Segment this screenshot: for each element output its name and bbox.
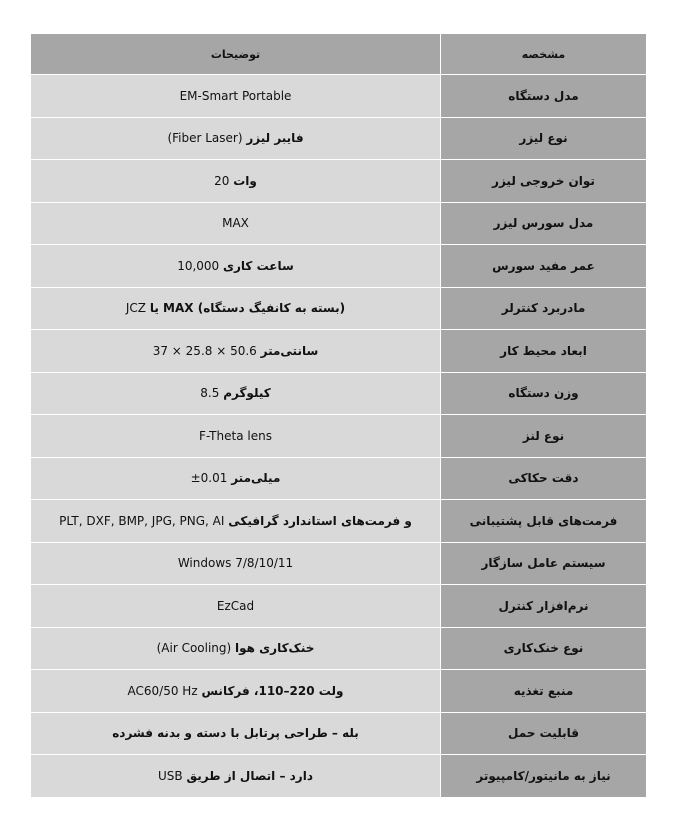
spec-value-plain: ±0.01: [190, 471, 228, 486]
spec-value-plain: F-Theta lens: [199, 428, 272, 443]
spec-value-plain: AC60/50 Hz: [127, 683, 198, 698]
spec-value: [31, 117, 441, 160]
spec-value-bold: و فرمت‌های استاندارد گرافیکی: [228, 513, 412, 528]
table-row: [31, 287, 647, 330]
spec-value-bold: خنک‌کاری هوا: [235, 641, 315, 656]
spec-label: فرمت‌های قابل پشتیبانی: [441, 500, 647, 543]
spec-table-body: [31, 34, 647, 798]
spec-value-plain: JCZ: [125, 301, 147, 316]
spec-value: [31, 160, 441, 203]
table-row: [31, 75, 647, 118]
spec-value: [31, 245, 441, 288]
spec-value-bold: بله – طراحی پرتابل با دسته و بدنه فشرده: [112, 726, 359, 741]
spec-value: [31, 330, 441, 373]
spec-value-bold: سانتی‌متر: [260, 343, 319, 358]
spec-label: ابعاد محیط کار: [441, 330, 647, 373]
spec-value-bold: کیلوگرم: [223, 386, 271, 401]
spec-value-plain: EzCad: [216, 598, 255, 613]
table-row: [31, 542, 647, 585]
spec-value-plain: (Fiber Laser): [167, 131, 243, 146]
spec-value: [31, 415, 441, 458]
spec-value-plain: MAX: [222, 216, 249, 231]
table-row: [31, 160, 647, 203]
table-row: [31, 755, 647, 798]
spec-value: [31, 202, 441, 245]
spec-value: [31, 457, 441, 500]
table-row: [31, 245, 647, 288]
spec-label: عمر مفید سورس: [441, 245, 647, 288]
spec-value: [31, 627, 441, 670]
spec-value-plain: USB: [158, 768, 183, 783]
spec-value-plain: 37 × 25.8 × 50.6: [152, 343, 257, 358]
spec-value: [31, 755, 441, 798]
spec-value-plain: 20: [214, 173, 230, 188]
spec-label: مدل سورس لیزر: [441, 202, 647, 245]
spec-value: [31, 75, 441, 118]
spec-label: دقت حکاکی: [441, 457, 647, 500]
spec-label: سیستم عامل سازگار: [441, 542, 647, 585]
spec-label: مادربرد کنترلر: [441, 287, 647, 330]
spec-value: [31, 712, 441, 755]
spec-label: وزن دستگاه: [441, 372, 647, 415]
spec-value-bold: میلی‌متر: [231, 471, 281, 486]
table-row: [31, 627, 647, 670]
spec-value-bold: ساعت کاری: [223, 258, 294, 273]
spec-value-bold: فایبر لیزر: [246, 131, 304, 146]
spec-value-plain: 8.5: [200, 386, 220, 401]
table-row: [31, 585, 647, 628]
table-row: [31, 415, 647, 458]
spec-table: [30, 33, 647, 798]
header-value-col: توضیحات: [31, 34, 441, 75]
spec-value-bold: وات: [233, 173, 257, 188]
spec-value-plain: PLT, DXF, BMP, JPG, PNG, AI: [59, 513, 225, 528]
spec-value-bold: (بسته به کانفیگ دستگاه) MAX یا: [149, 301, 346, 316]
table-row: [31, 117, 647, 160]
spec-label: منبع تغذیه: [441, 670, 647, 713]
spec-label: نوع لیزر: [441, 117, 647, 160]
spec-value: [31, 500, 441, 543]
spec-value: [31, 670, 441, 713]
spec-value-plain: (Air Cooling): [156, 641, 232, 656]
table-row: [31, 500, 647, 543]
table-row: [31, 670, 647, 713]
spec-label: نرم‌افزار کنترل: [441, 585, 647, 628]
spec-label: قابلیت حمل: [441, 712, 647, 755]
spec-value: [31, 542, 441, 585]
spec-value: [31, 372, 441, 415]
spec-label: نوع خنک‌کاری: [441, 627, 647, 670]
spec-value-bold: دارد – اتصال از طریق: [186, 768, 313, 783]
spec-label: نیاز به مانیتور/کامپیوتر: [441, 755, 647, 798]
spec-value-bold: ولت 220–110، فرکانس: [201, 683, 344, 698]
table-row: [31, 372, 647, 415]
spec-value: [31, 585, 441, 628]
table-row: [31, 457, 647, 500]
spec-label: نوع لنز: [441, 415, 647, 458]
spec-value-plain: EM-Smart Portable: [179, 88, 292, 103]
table-header-row: [31, 34, 647, 75]
header-label-col: مشخصه: [441, 34, 647, 75]
spec-value: [31, 287, 441, 330]
table-row: [31, 330, 647, 373]
spec-value-plain: Windows 7/8/10/11: [177, 556, 294, 571]
spec-value-plain: 10,000: [177, 258, 220, 273]
spec-label: مدل دستگاه: [441, 75, 647, 118]
table-row: [31, 202, 647, 245]
table-row: [31, 712, 647, 755]
spec-label: توان خروجی لیزر: [441, 160, 647, 203]
